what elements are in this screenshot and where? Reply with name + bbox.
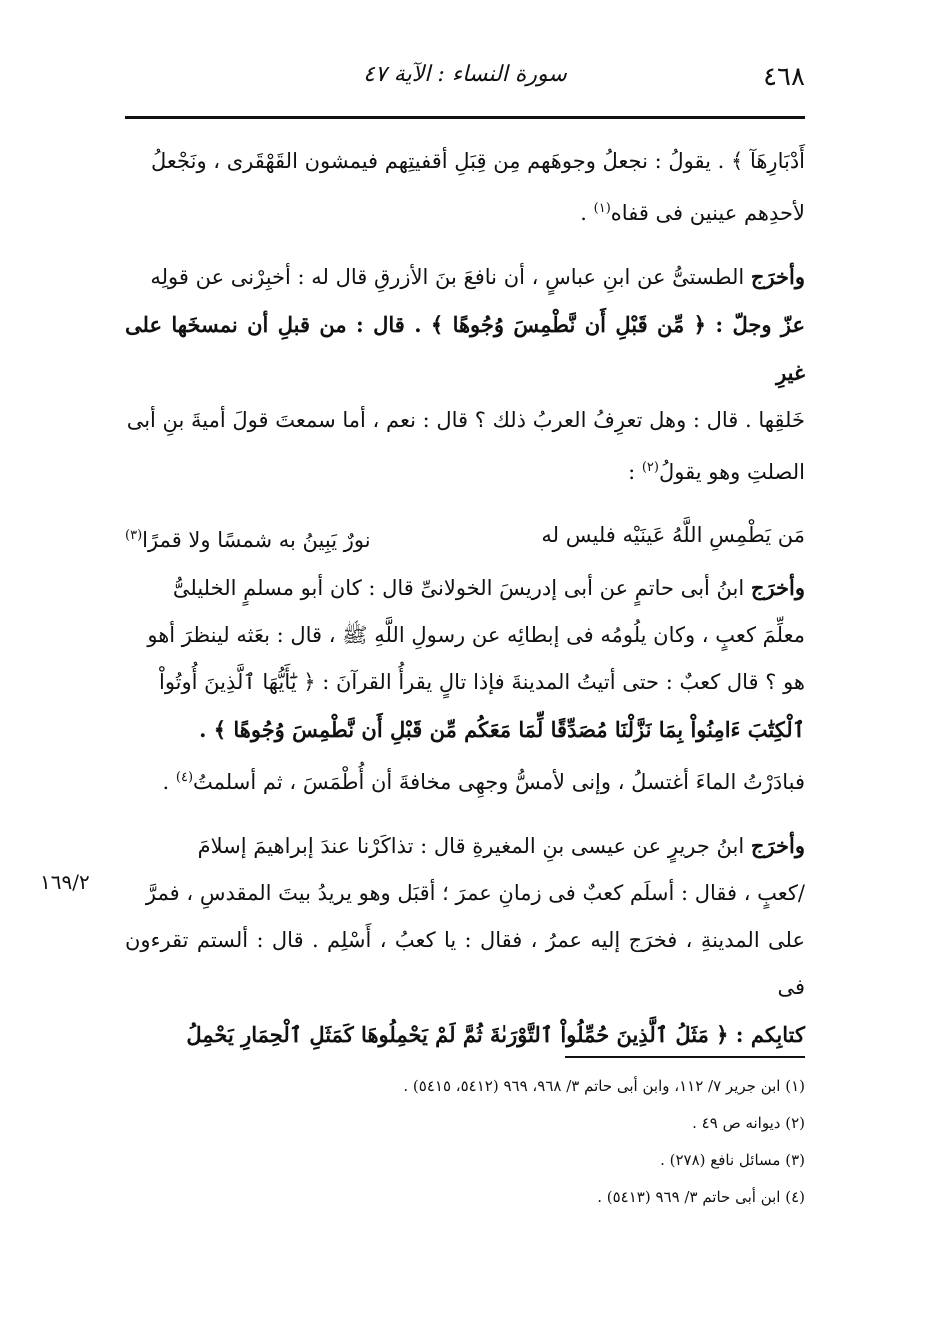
header-rule (125, 116, 805, 119)
paragraph-keyword: وأخرَج (750, 575, 805, 600)
footnote-3: (٣) مسائل نافع (٢٧٨) . (660, 1151, 805, 1169)
paragraph-1 (125, 138, 805, 237)
text-line: ابنُ أبى حاتمٍ عن أبى إدريسَ الخولانىِّ قال : كان أبو مسلمٍ الخليلىُّ (172, 576, 751, 600)
text-line: على المدينةِ ، فخرَج إليه عمرُ ، فقال : يا كعبُ ، أَسْلِم . قال : ألستم تقرءون فى (125, 928, 805, 999)
page-header (125, 62, 805, 102)
text-line: ابنُ جريرٍ عن عيسى بنِ المغيرةِ قال : تذاكَرْنا عندَ إبراهيمَ إسلامَ (197, 834, 751, 858)
text-line: عزّ وجلّ : ﴿ مِّن قَبْلِ أَن نَّطْمِسَ وُجُوهًا ﴾ . قال : من قبلِ أن نمسخَها على غيرِ (125, 312, 805, 385)
footnote-ref[interactable]: (١) (593, 201, 611, 216)
text-line: : (628, 460, 642, 484)
footnote-ref[interactable]: (٣) (125, 528, 143, 543)
paragraph-keyword: وأخرَج (750, 264, 805, 289)
footnote-1: (١) ابن جرير ٧/ ١١٢، وابن أبى حاتم ٣/ ٩٦٨، ٩٦٩ (٥٤١٢، ٥٤١٥) . (403, 1077, 805, 1095)
paragraph-4 (125, 822, 805, 1059)
text-line: الصلتِ وهو يقولُ (658, 460, 805, 484)
text-line: فبادَرْتُ الماءَ أغتسلُ ، وإنى لأمسُّ وجهِى مخافةَ أن أُطْمَسَ ، ثم أسلمتُ (193, 770, 805, 794)
text-line: خَلقِها . قال : وهل تعرِفُ العربُ ذلك ؟ قال : نعم ، أما سمعتَ قولَ أميةَ بنِ أبى (126, 408, 805, 432)
running-title: سورة النساء : الآية ٤٧ (363, 62, 567, 87)
main-text (125, 138, 805, 1059)
text-line: الطستىُّ عن ابنِ عباسٍ ، أن نافعَ بنَ الأزرقِ قال له : أخبِرْنى عن قولِه (150, 265, 751, 289)
text-line: . (580, 201, 594, 225)
text-line: كتابِكم : ﴿ مَثَلُ ٱلَّذِينَ حُمِّلُواْ ٱلتَّوْرَىٰةَ ثُمَّ لَمْ يَحْمِلُوهَا كَمَثَلِ ٱلْحِمَارِ يَحْمِلُ (186, 1022, 805, 1047)
paragraph-keyword: وأخرَج (750, 833, 805, 858)
text-line: /كعبٍ ، فقال : أسلَم كعبٌ فى زمانِ عمرَ ؛ أقبَل وهو يريدُ بيتَ المقدسِ ، فمرَّ (145, 881, 805, 905)
text-line: معلِّمَ كعبٍ ، وكان يلُومُه فى إبطائِه عن رسولِ اللَّهِ ﷺ ، قال : بعَثه لينظرَ أهو (147, 623, 805, 647)
footnote-rule (565, 1056, 805, 1058)
verse-hemistich-right: مَن يَطْمِسِ اللَّهُ عَينَيْه فليس له (541, 523, 805, 547)
text-line: ٱلْكِتَٰبَ ءَامِنُواْ بِمَا نَزَّلْنَا مُصَدِّقًا لِّمَا مَعَكُم مِّن قَبْلِ أَن نَّطْمِسَ وُجُوهًا ﴾ . (199, 717, 805, 742)
paragraph-3 (125, 564, 805, 806)
footnote-ref[interactable]: (٤) (175, 770, 194, 785)
text-line: أَدْبَارِهَآ ﴾ . يقولُ : نجعلُ وجوهَهم مِن قِبَلِ أقفيتِهم فيمشون القَهْقَرى ، ونَجْعلُ (151, 149, 805, 173)
margin-volume-page-note: ١٦٩/٢ (40, 870, 90, 894)
footnote-ref[interactable]: (٢) (641, 460, 659, 475)
footnote-2: (٢) ديوانه ص ٤٩ . (692, 1114, 805, 1132)
verse-hemistich-left (125, 512, 371, 564)
text-line: . (162, 770, 176, 794)
paragraph-2 (125, 253, 805, 496)
verse-text: نورٌ يَبِينُ به شمسًا ولا قمرًا (142, 528, 371, 552)
text-line: هو ؟ قال كعبٌ : حتى أتيتُ المدينةَ فإذا تالٍ يقرأُ القرآنَ : ﴿ يَٰٓأَيُّهَا ٱلَّذِينَ أُوتُواْ (158, 670, 805, 694)
text-line: لأحدِهم عينين فى قفاه (610, 201, 805, 225)
poetry-verse (125, 512, 805, 564)
page-number: ٤٦٨ (763, 62, 805, 92)
footnotes (125, 1068, 805, 1216)
footnote-4: (٤) ابن أبى حاتم ٣/ ٩٦٩ (٥٤١٣) . (597, 1188, 805, 1206)
